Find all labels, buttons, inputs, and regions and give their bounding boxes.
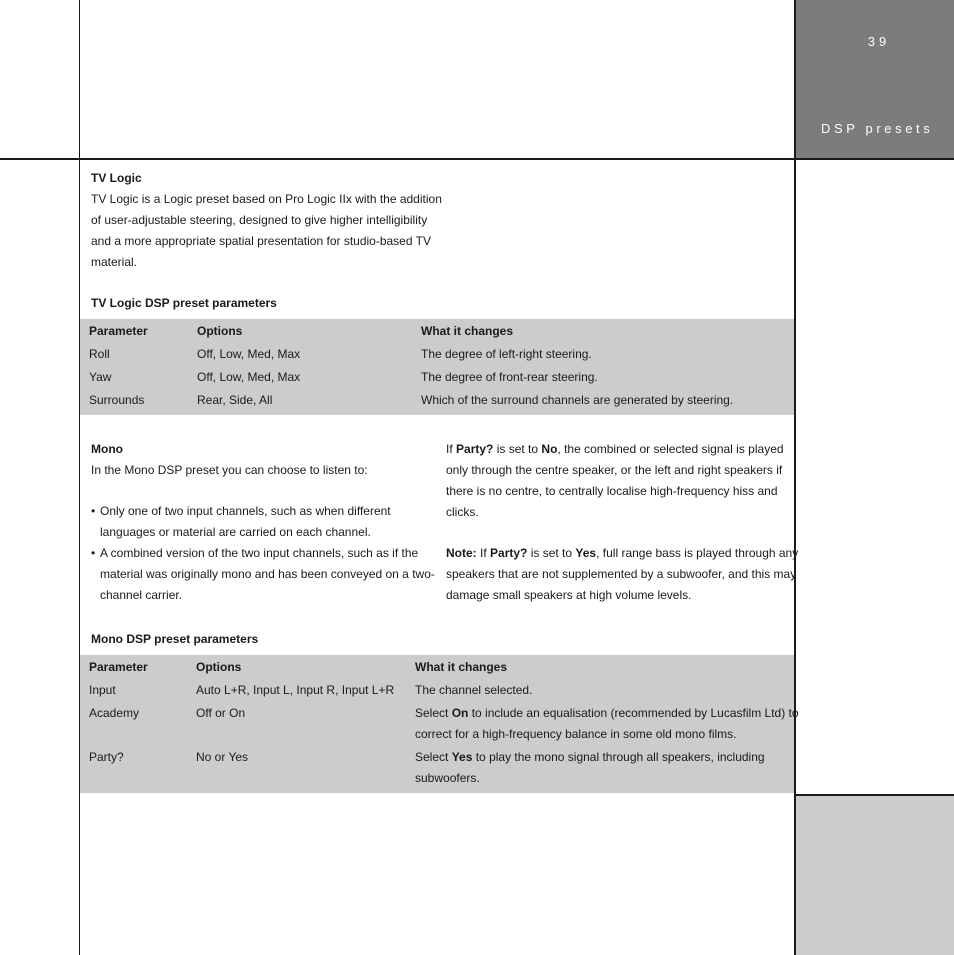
bullet-mark: • [91, 546, 96, 560]
table-header-parameter: Parameter [89, 660, 148, 674]
bottom-grey-block [796, 796, 954, 955]
party-paragraph-line: clicks. [446, 505, 479, 519]
note-line: Note: If Party? is set to Yes, full range bass is played through any [446, 546, 799, 560]
bullet-text: languages or material are carried on each channel. [100, 525, 371, 539]
section-title: DSP presets [821, 121, 934, 136]
table-cell-change: correct for a high-frequency balance in some old mono films. [415, 727, 737, 741]
table-cell-options: Off, Low, Med, Max [197, 347, 301, 361]
page-number: 39 [867, 34, 891, 49]
table-cell-change: The degree of front-rear steering. [421, 370, 598, 384]
table-cell-options: No or Yes [196, 750, 249, 764]
table-cell-change: The degree of left-right steering. [421, 347, 592, 361]
bullet-text: channel carrier. [100, 588, 183, 602]
table-cell-options: Auto L+R, Input L, Input R, Input L+R [196, 683, 395, 697]
left-margin-rule [79, 0, 80, 955]
mono-intro: In the Mono DSP preset you can choose to listen to: [91, 463, 368, 477]
bullet-text: A combined version of the two input channels, such as if the [100, 546, 419, 560]
table-cell-options: Off, Low, Med, Max [197, 370, 301, 384]
party-paragraph-line: there is no centre, to centrally localise high-frequency hiss and [446, 484, 778, 498]
tv-logic-params-table [80, 319, 794, 415]
table-cell-parameter: Yaw [89, 370, 112, 384]
table-cell-change: Select On to include an equalisation (recommended by Lucasfilm Ltd) to [415, 706, 799, 720]
table-cell-change: Which of the surround channels are generated by steering. [421, 393, 734, 407]
mono-params-table [80, 655, 799, 793]
tv-logic-heading: TV Logic [91, 171, 142, 185]
mono-params-heading: Mono DSP preset parameters [91, 632, 259, 646]
table-cell-parameter: Academy [89, 706, 140, 720]
table-cell-change: subwoofers. [415, 771, 480, 785]
table-cell-change: Select Yes to play the mono signal through all speakers, including [415, 750, 765, 764]
mono-heading: Mono [91, 442, 123, 456]
bullet-text: Only one of two input channels, such as when different [100, 504, 391, 518]
bullet-text: material was originally mono and has been conveyed on a two- [100, 567, 435, 581]
table-cell-options: Rear, Side, All [197, 393, 273, 407]
bullet-mark: • [91, 504, 96, 518]
table-header-parameter: Parameter [89, 324, 148, 338]
table-cell-parameter: Roll [89, 347, 110, 361]
note-line: speakers that are not supplemented by a subwoofer, and this may [446, 567, 797, 581]
header-rule [0, 158, 954, 160]
table-header-options: Options [197, 324, 243, 338]
table-cell-change: The channel selected. [415, 683, 533, 697]
tv-logic-body-line: of user-adjustable steering, designed to give higher intelligibility [91, 213, 428, 227]
table-header-what-it-changes: What it changes [415, 660, 508, 674]
table-cell-options: Off or On [196, 706, 246, 720]
tv-logic-params-heading: TV Logic DSP preset parameters [91, 296, 277, 310]
table-cell-parameter: Party? [89, 750, 124, 764]
table-header-what-it-changes: What it changes [421, 324, 514, 338]
tv-logic-body-line: material. [91, 255, 138, 269]
tv-logic-body-line: and a more appropriate spatial presentation for studio-based TV [91, 234, 431, 248]
party-paragraph-line: only through the centre speaker, or the left and right speakers if [446, 463, 783, 477]
note-line: damage small speakers at high volume levels. [446, 588, 692, 602]
party-paragraph-line: If Party? is set to No, the combined or selected signal is played [446, 442, 784, 456]
table-cell-parameter: Surrounds [89, 393, 145, 407]
tv-logic-body-line: TV Logic is a Logic preset based on Pro Logic IIx with the addition [91, 192, 442, 206]
table-header-options: Options [196, 660, 242, 674]
table-cell-parameter: Input [89, 683, 116, 697]
